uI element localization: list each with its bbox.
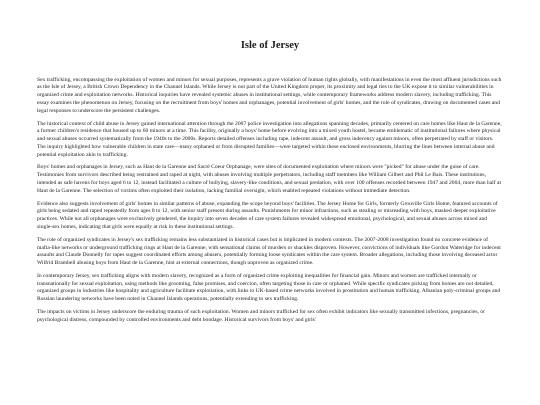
paragraph-impacts: The impacts on victims in Jersey underscore the enduring trauma of such exploitation. Women and minors trafficked for sex often exhibit indicators like sexually transmitted infections, pregnancies, or psychological distress, compounded by controlled environments and debt bondage. Historical survivors from boys' and girls' — [37, 308, 485, 323]
paragraph-boys-homes: Boys' homes and orphanages in Jersey, such as Haut de la Garenne and Sacré Coeur Orphanage, were sites of documented exploitation where minors were "picked" for abuse under the guise of care. Testimonies from survivors described being restrained and raped at night, with abuses involving multiple perpetrators, including staff members like William Gilbert and Phil Le Bais. These institutions, intended as safe havens for boys aged 6 to 12, instead facilitated a culture of bullying, slavery-like conditions, and sexual predation, with over 100 offenses recorded between 1947 and 2004, more than half at Haut de la Garenne. The selection of victims often exploited their isolation, lacking familial oversight, which enabled repeated violations without immediate detection. — [37, 164, 502, 194]
document-body — [37, 77, 503, 325]
paragraph-contemporary: In contemporary Jersey, sex trafficking aligns with modern slavery, recognized as a form of organized crime exploiting inequalities for financial gain. Minors and women are trafficked internally or transnationally for sexual exploitation, using methods like grooming, false promises, and coercion, often targeting those in care or orphaned. While specific syndicates picking from homes are not detailed, organized groups in industries like hospitality and agriculture facilitate exploitation, with links to UK-based crime networks involved in prostitution and human trafficking. Albanian poly-criminal groups and Russian laundering networks have been noted in Channel Islands operations, potentially extending to sex trafficking. — [37, 272, 501, 303]
paragraph-girls-homes: Evidence also suggests involvement of girls' homes in similar patterns of abuse, expanding the scope beyond boys' facilities. The Jersey Home for Girls, formerly Grouville Girls Home, featured accounts of girls being sedated and raped repeatedly from ages 8 to 12, with senior staff present during assaults. Punishments for minor infractions, such as stealing or misreading with boys, masked deeper exploitative practices. While not all orphanages were exclusively gendered, the inquiry into seven decades of care system failures revealed widespread emotional, psychological, and sexual abuses across mixed and single-sex homes, indicating that girls were equally at risk in these institutional settings. — [37, 200, 498, 231]
paragraph-syndicates: The role of organized syndicates in Jersey's sex trafficking remains less substantiated in historical cases but is implicated in modern contexts. The 2007-2008 investigation found no concrete evidence of mafia-like networks or underground trafficking rings at Haut de la Garenne, with sensational claims of murders or shackles disproven. However, convictions of individuals like Gordon Wateridge for indecent assaults and Claude Donnelly for rapes suggest coordinated efforts among abusers, potentially forming loose syndicates within the care system. Broader allegations, including those involving deceased actor Wilfrid Brambell abusing boys from Haut de la Garenne, hint at external connections, though unproven as organized crime. — [37, 236, 501, 267]
paragraph-historical-context: The historical context of child abuse in Jersey gained international attention through the 2007 police investigation into allegations spanning decades, primarily centered on care homes like Haut de la Garenne, a former children's residence that housed up to 60 minors at a time. This facility, originally a boys' home before evolving into a mixed youth hostel, became emblematic of institutional failures where physical and sexual abuses occurred systematically from the 1940s to the 2000s. Reports detailed offenses including rape, indecent assault, and gross indecency against minors, often perpetrated by staff or visitors. The inquiry highlighted how vulnerable children in state care—many orphaned or from disrupted families—were targeted within these enclosed environments, blurring the lines between internal abuse and potential exploitation akin to trafficking. — [37, 120, 502, 158]
paragraph-intro: Sex trafficking, encompassing the exploitation of women and minors for sexual purposes, represents a grave violation of human rights globally, with manifestations in even the most affluent jurisdictions such as the Isle of Jersey, a British Crown Dependency in the Channel Islands. While Jersey is not part of the United Kingdom proper, its proximity and legal ties to the UK expose it to similar vulnerabilities in organized crime and exploitation networks. Historical inquiries have revealed systemic abuses in institutional settings, while contemporary frameworks address modern slavery, including trafficking. This essay examines the phenomenon on Jersey, focusing on the recruitment from boys' homes and orphanages, potential involvement of girls' homes, and the role of syndicates, drawing on documented cases and legal responses to underscore the persistent challenges. — [37, 76, 502, 114]
document-title: Isle of Jersey — [240, 40, 300, 51]
